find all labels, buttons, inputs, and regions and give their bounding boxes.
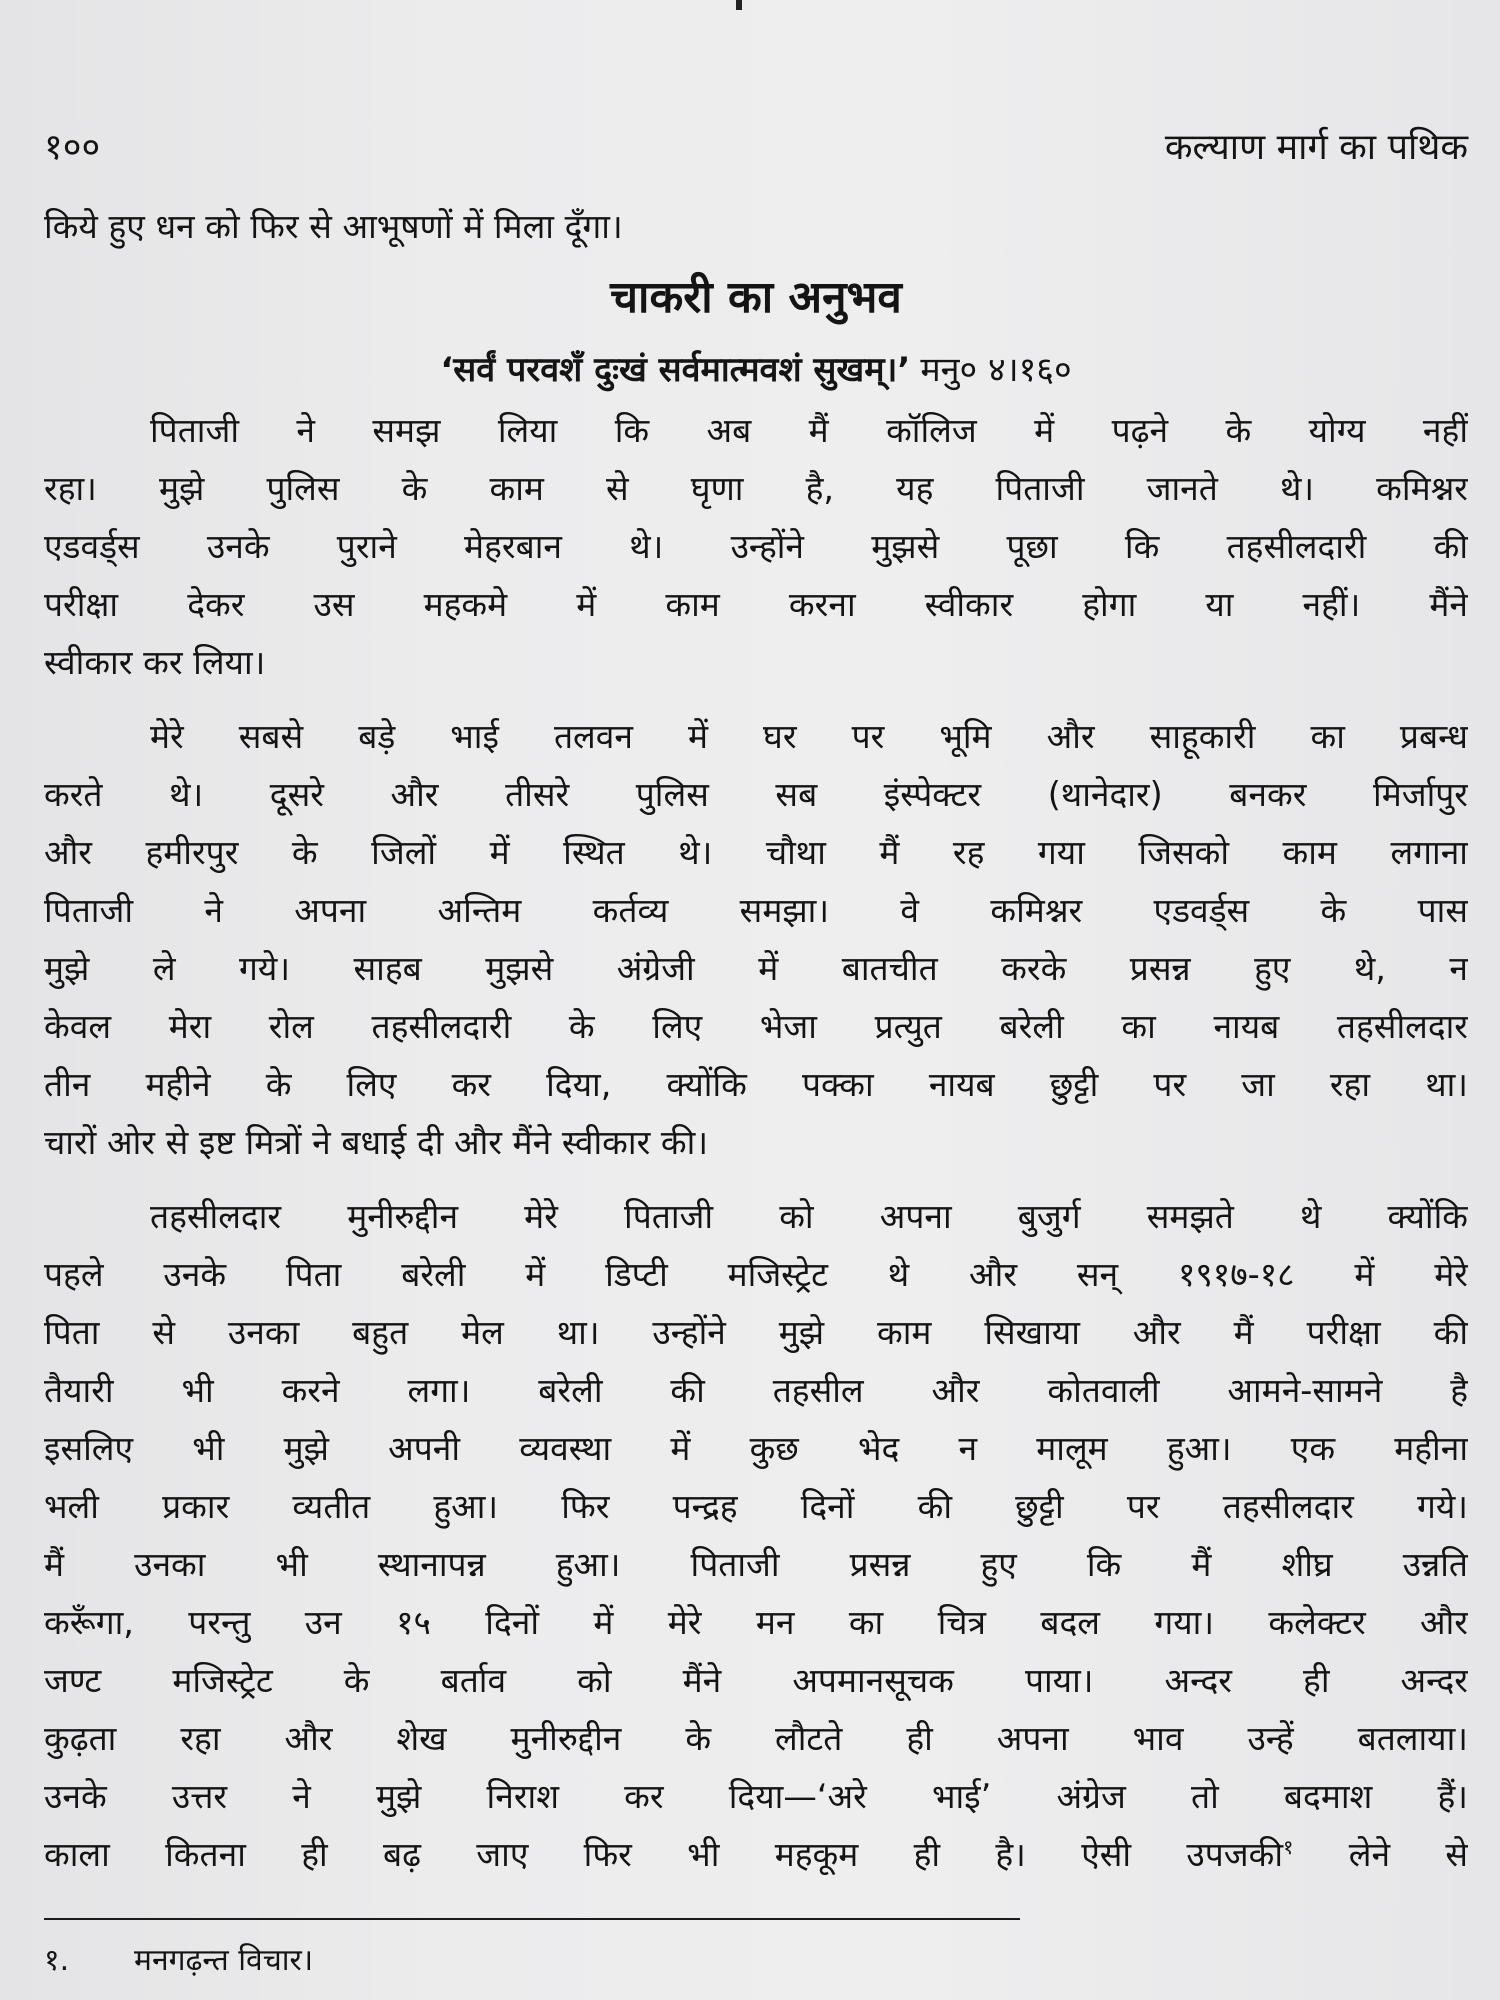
- continuation-line: किये हुए धन को फिर से आभूषणों में मिला दूँगा।: [44, 207, 623, 246]
- text-line: मुझे ले गये। साहब मुझसे अंग्रेजी में बातचीत करके प्रसन्न हुए थे, न: [44, 949, 1468, 988]
- text-line: परीक्षा देकर उस महकमे में काम करना स्वीकार होगा या नहीं। मैंने: [44, 585, 1468, 624]
- running-title: कल्याण मार्ग का पथिक: [1164, 127, 1468, 168]
- text-line: पिताजी ने समझ लिया कि अब मैं कॉलिज में पढ़ने के योग्य नहीं: [150, 411, 1468, 450]
- text-line: करूँगा, परन्तु उन १५ दिनों में मेरे मन का चित्र बदल गया। कलेक्टर और: [44, 1603, 1468, 1642]
- text-line: मैं उनका भी स्थानापन्न हुआ। पिताजी प्रसन्न हुए कि मैं शीघ्र उन्नति: [44, 1545, 1468, 1584]
- text-line: पहले उनके पिता बरेली में डिप्टी मजिस्ट्रेट थे और सन् १९१७-१८ में मेरे: [44, 1255, 1468, 1294]
- footnote: [44, 1936, 313, 1986]
- text-line: और हमीरपुर के जिलों में स्थित थे। चौथा मैं रह गया जिसको काम लगाना: [44, 833, 1468, 872]
- footnote-marker: १.: [44, 1943, 70, 1978]
- text-line: मेरे सबसे बड़े भाई तलवन में घर पर भूमि और साहूकारी का प्रबन्ध: [150, 717, 1468, 756]
- chapter-title: चाकरी का अनुभव: [610, 272, 902, 323]
- text-line: चारों ओर से इष्ट मित्रों ने बधाई दी और मैंने स्वीकार की।: [44, 1123, 709, 1162]
- text-line: केवल मेरा रोल तहसीलदारी के लिए भेजा प्रत्युत बरेली का नायब तहसीलदार: [44, 1007, 1468, 1046]
- footnote-text: मनगढ़न्त विचार।: [134, 1943, 314, 1978]
- text-line: भली प्रकार व्यतीत हुआ। फिर पन्द्रह दिनों की छुट्टी पर तहसीलदार गये।: [44, 1487, 1468, 1526]
- text-line: पिता से उनका बहुत मेल था। उन्होंने मुझे काम सिखाया और मैं परीक्षा की: [44, 1313, 1468, 1352]
- paragraph-1: [44, 402, 1468, 692]
- top-edge-mark: [736, 0, 742, 10]
- text-line: रहा। मुझे पुलिस के काम से घृणा है, यह पिताजी जानते थे। कमिश्नर: [44, 469, 1468, 508]
- text-line: जण्ट मजिस्ट्रेट के बर्ताव को मैंने अपमानसूचक पाया। अन्दर ही अन्दर: [44, 1661, 1468, 1700]
- text-line-last: [44, 1826, 1468, 1884]
- footnote-divider: [44, 1918, 1020, 1920]
- text-fragment: काला कितना ही बढ़ जाए फिर भी महकूम ही है। ऐसी उपजकी: [44, 1835, 1284, 1874]
- text-line: तहसीलदार मुनीरुद्दीन मेरे पिताजी को अपना बुजुर्ग समझते थे क्योंकि: [150, 1197, 1468, 1236]
- paragraph-2: [44, 708, 1468, 1172]
- page-body: [44, 198, 1468, 1884]
- epigraph-quote: ‘सर्वं परवशँ दुःखं सर्वमात्मवशं सुखम्।’: [440, 350, 911, 390]
- page-header: [44, 120, 1468, 176]
- text-line: कुढ़ता रहा और शेख मुनीरुद्दीन के लौटते ही अपना भाव उन्हें बतलाया।: [44, 1719, 1468, 1758]
- epigraph: [44, 338, 1468, 402]
- paragraph-3: [44, 1188, 1468, 1884]
- text-line: इसलिए भी मुझे अपनी व्यवस्था में कुछ भेद न मालूम हुआ। एक महीना: [44, 1429, 1468, 1468]
- text-fragment: लेने से: [1293, 1835, 1468, 1874]
- text-line: पिताजी ने अपना अन्तिम कर्तव्य समझा। वे कमिश्नर एडवर्ड्स के पास: [44, 891, 1468, 930]
- text-line: स्वीकार कर लिया।: [44, 643, 266, 682]
- footnote-reference[interactable]: १: [1283, 1834, 1294, 1859]
- text-line: तीन महीने के लिए कर दिया, क्योंकि पक्का नायब छुट्टी पर जा रहा था।: [44, 1065, 1468, 1104]
- epigraph-source: मनु० ४।१६०: [920, 350, 1072, 390]
- text-line: एडवर्ड्स उनके पुराने मेहरबान थे। उन्होंने मुझसे पूछा कि तहसीलदारी की: [44, 527, 1468, 566]
- text-line: उनके उत्तर ने मुझे निराश कर दिया—‘अरे भाई’ अंग्रेज तो बदमाश हैं।: [44, 1777, 1468, 1816]
- text-line: तैयारी भी करने लगा। बरेली की तहसील और कोतवाली आमने-सामने है: [44, 1371, 1468, 1410]
- page-number: १००: [44, 127, 101, 168]
- text-line: करते थे। दूसरे और तीसरे पुलिस सब इंस्पेक्टर (थानेदार) बनकर मिर्जापुर: [44, 775, 1468, 814]
